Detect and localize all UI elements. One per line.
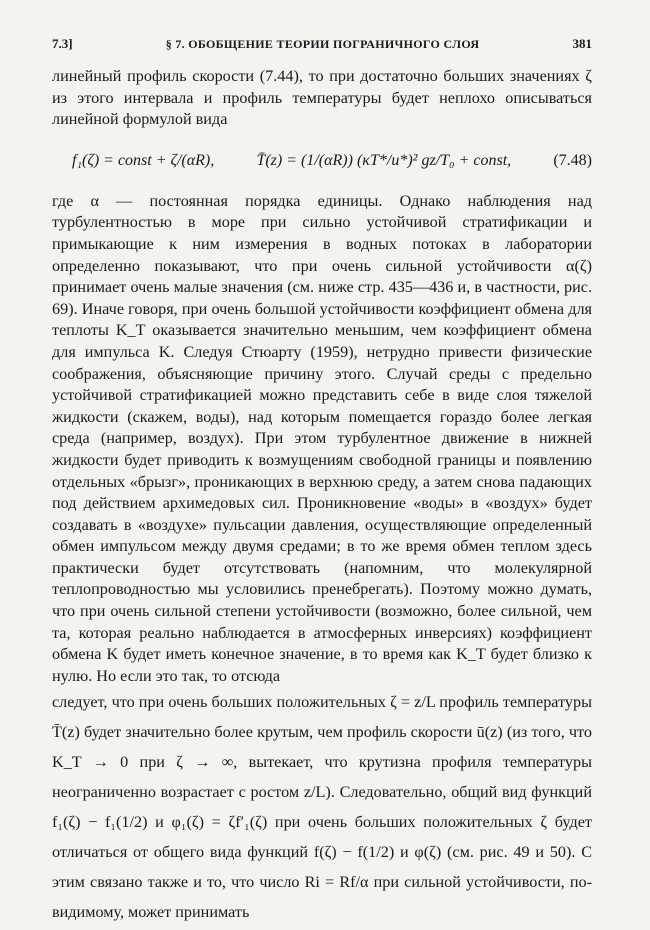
body-paragraph-1: где α — постоянная порядка единицы. Однако наблюдения над турбулентностью в море при сильно устойчивой стратификации и примыкающие к ним измерения в водных потоках в лаборатории определенно показывают, что при очень сильной устойчивости α(ζ) принимает очень малые значения (см. ниже стр. 435—436 и, в частности, рис. 69). Иначе говоря, при очень большой устойчивости коэффициент обмена для теплоты K_T оказывается значительно меньшим, чем коэффициент обмена для импульса K. Следуя Стюарту (1959), нетрудно привести физические соображения, объясняющие причину этого. Случай среды с предельно устойчивой стратификацией можно представить себе в виде слоя тяжелой жидкости (скажем, воды), над которым помещается гораздо более легкая среда (например, воздух). При этом турбулентное движение в нижней жидкости будет приводить к возмущениям свободной границы и появлению отдельных «брызг», проникающих в верхнюю среду, а затем снова падающих под действием архимедовых сил. Проникновение «воды» в «воздух» будет создавать в «воздухе» пульсации давления, осуществляющие определенный обмен импульсом между двумя средами; в то же время обмен теплом здесь практически будет отсутствовать (напомним, что молекулярной теплопроводностью мы условились пренебрегать). Поэтому можно думать, что при очень сильной степени устойчивости (возможно, более сильной, чем та, которая реально наблюдается в атмосферных инверсиях) коэффициент обмена K будет иметь конечное значение, в то время как K_T будет близко к нулю. Но если это так, то отсюда (52, 191, 592, 685)
document-page (52, 36, 592, 927)
section-marker: 7.3] (52, 36, 73, 51)
equation-right: T̄(z) = (1/(αR)) (κT*/u*)² gz/T₀ + const, (256, 151, 512, 169)
equation-7-48 (72, 137, 592, 185)
chapter-title: § 7. ОБОБЩЕНИЕ ТЕОРИИ ПОГРАНИЧНОГО СЛОЯ (165, 37, 480, 51)
page-number: 381 (572, 36, 592, 51)
body-paragraph-2: следует, что при очень больших положительных ζ = z/L профиль температуры T̄(z) будет значительно более крутым, чем профиль скорости ū(z) (из того, что K_T → 0 при ζ → ∞, вытекает, что крутизна профиля температуры неограниченно возрастает с ростом z/L). Следовательно, общий вид функций f₁(ζ) − f₁(1/2) и φ₁(ζ) = ζf′₁(ζ) при очень больших положительных ζ будет отличаться от общего вида функций f(ζ) − f(1/2) и φ(ζ) (см. рис. 49 и 50). С этим связано также и то, что число Ri = Rf/α при сильной устойчивости, по-видимому, может принимать (52, 693, 592, 922)
intro-paragraph: линейный профиль скорости (7.44), то при достаточно больших значениях ζ из этого интервала и профиль температуры будет неплохо описываться линейной формулой вида (52, 67, 592, 129)
equation-number: (7.48) (553, 151, 592, 169)
running-header (52, 36, 592, 52)
equation-left: f₁(ζ) = const + ζ/(αR), (72, 151, 215, 169)
